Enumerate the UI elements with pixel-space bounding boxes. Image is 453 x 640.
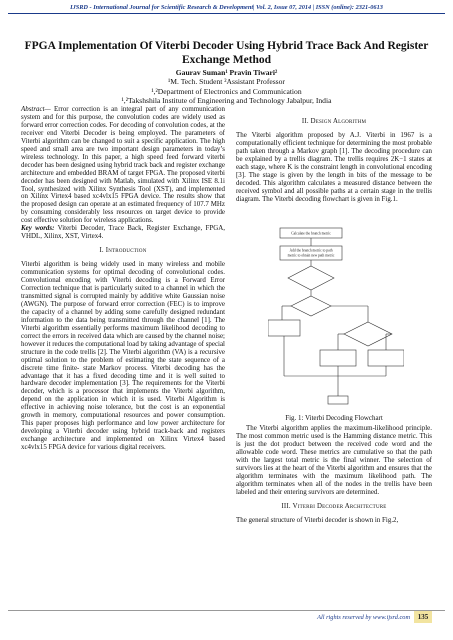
introduction-text: Viterbi algorithm is being widely used in many wireless and mobile communication systems for optimal decoding of convolutional codes. Convolutional encoding with Viterbi decoding is a Forward Error Correction technique that is particularly suited to a channel in which the transmitted signal is corrupted mainly by additive white Gaussian noise (AWGN). The purpose of forward error correction (FEC) is to improve the capacity of a channel by adding some carefully designed redundant information to the data being transmitted through the channel [1]. The Viterbi algorithm essentially performs maximum likelihood decoding to correct the errors in received data which are caused by the channel noise; however it reduces the computational load by taking advantage of special structure in the code trellis [2]. The Viterbi algorithm (VA) is a recursive optimal solution to the problem of estimating the state sequence of a discrete time finite- state Markov process. Viterbi decoding has the advantage that it has a fixed decoding time and it is well suited to hardware decoder implementation [3]. The requirements for the Viterbi decoder, which is a processor that implements the Viterbi algorithm, depend on the application in which it is used. Viterbi Algorithm is effective in achieving noise tolerance, but the cost is an exponential growth in memory, computational resources and power consumption. This paper proposes high performance and low power architecture for developing a Viterbi decoder using hybrid track-back and registers exchange architecture and implemented on Xilinx Virtex4 based xc4vlx15 FPGA device for various digital receivers. (21, 260, 225, 452)
architecture-text: The general structure of Viterbi decoder is shown in Fig.2, (236, 515, 399, 524)
section-heading-introduction: I. Introduction (99, 247, 147, 255)
abstract-label: Abstract— (21, 105, 51, 113)
flow-decision-2 (291, 296, 331, 316)
flow-box1-label: Calculate the branch metric (291, 231, 331, 236)
author-block (20, 68, 433, 105)
right-column-top (236, 118, 432, 204)
flow-box2-label-a: Add the branch metric to path (289, 248, 333, 253)
footer-rights: All rights reserved by www.ijsrd.com (317, 614, 410, 621)
left-column (21, 106, 225, 452)
flow-decision-3 (344, 322, 392, 346)
page-number: 135 (414, 611, 432, 623)
author-institute: ¹,²Takshshila Institute of Engineering and Technology Jabalpur, India (121, 95, 332, 105)
journal-header: IJSRD - International Journal for Scientific Research & Development| Vol. 2, Issue 07, 2014 | ISSN (online): 2321-0613 (70, 4, 383, 11)
flowchart-svg (268, 226, 404, 412)
flow-box2-label-b: metric to obtain new path metric (287, 253, 335, 258)
header-rule (8, 13, 445, 14)
design-algorithm-text: The Viterbi algorithm proposed by A.J. Viterbi in 1967 is a computationally efficient technique for determining the most probable path taken through a Markov graph [1]. The decoding procedure can be explained by a trellis diagram. The trellis requires 2K−1 states at each stage, where K is the constraint length in convolutional encoding [3]. The stage is given by the length in bits of the message to be decoded. This algorithm calculates a measured distance between the received symbol and all possible paths at a certain stage in the trellis diagram. The Viterbi decoding flowchart is given in Fig.1. (236, 130, 432, 203)
footer-rule (8, 610, 445, 611)
flow-decision-1 (288, 266, 334, 290)
paper-title: FPGA Implementation Of Viterbi Decoder Using Hybrid Trace Back And Register Exchange Method (24, 40, 429, 66)
abstract (21, 106, 225, 225)
viterbi-principle-text: The Viterbi algorithm applies the maximum-likelihood principle. The most common metric used is the Hamming distance metric. This is just the dot product between the received code word and the allowable code word. These metrics are cumulative so that the path with the largest total metric is the final winner. The selection of survivors lies at the heart of the Viterbi algorithm and ensures that the algorithm terminates with the maximum likelihood path. The algorithm terminates when all of the nodes in the trellis have been labeled and their entering survivors are determined. (236, 424, 432, 496)
flow-box-right (368, 350, 404, 366)
keywords (21, 225, 225, 241)
section-heading-design-algorithm: II. Design Algorithm (301, 118, 367, 125)
author-department: ¹,²Department of Electronics and Communication (151, 86, 302, 96)
section-heading-architecture: III. Viterbi Decoder Architecture (281, 502, 387, 510)
flowchart-figure (268, 226, 404, 412)
keywords-label: Key words: (21, 224, 55, 233)
figure-caption: Fig. 1: Viterbi Decoding Flowchart (285, 414, 383, 422)
author-names: Gaurav Suman¹ Pravin Tiwari² (175, 68, 278, 77)
abstract-text: Error correction is an integral part of any communication system and for this purpose, the convolution codes are widely used as forward error correction codes. For decoding of convolution codes, at the receiver end Viterbi Decoder is being employed. The parameters of Viterbi algorithm can be changed to suit a specific application. The high speed and small area are two important design parameters in today’s wireless technology. In this paper, a high speed feed forward viterbi decoder has been designed using hybrid track back and register exchange architecture and embedded BRAM of target FPGA. The proposed viterbi decoder has been designed with Matlab, simulated with Xilinx ISE 8.1i Tool, synthesized with Xilinx Synthesis Tool (XST), and implemented on Xilinx Virtex4 based xc4vlx15 FPGA device. The results show that the proposed design can operate at an estimated frequency of 107.7 MHz by consuming considerably less resources on target device to provide cost effective solution for wireless applications. (21, 105, 225, 225)
author-roles: ¹M. Tech. Student ²Assistant Professor (168, 77, 285, 87)
keywords-text: Viterbi Decoder, Trace Back, Register Exchange, FPGA, VHDL, Xilinx, XST, Virtex4. (21, 224, 226, 241)
flow-box-mid (320, 350, 356, 366)
flow-box-left (268, 320, 300, 336)
flow-box-stop (328, 396, 348, 404)
right-column-bottom (236, 425, 432, 524)
